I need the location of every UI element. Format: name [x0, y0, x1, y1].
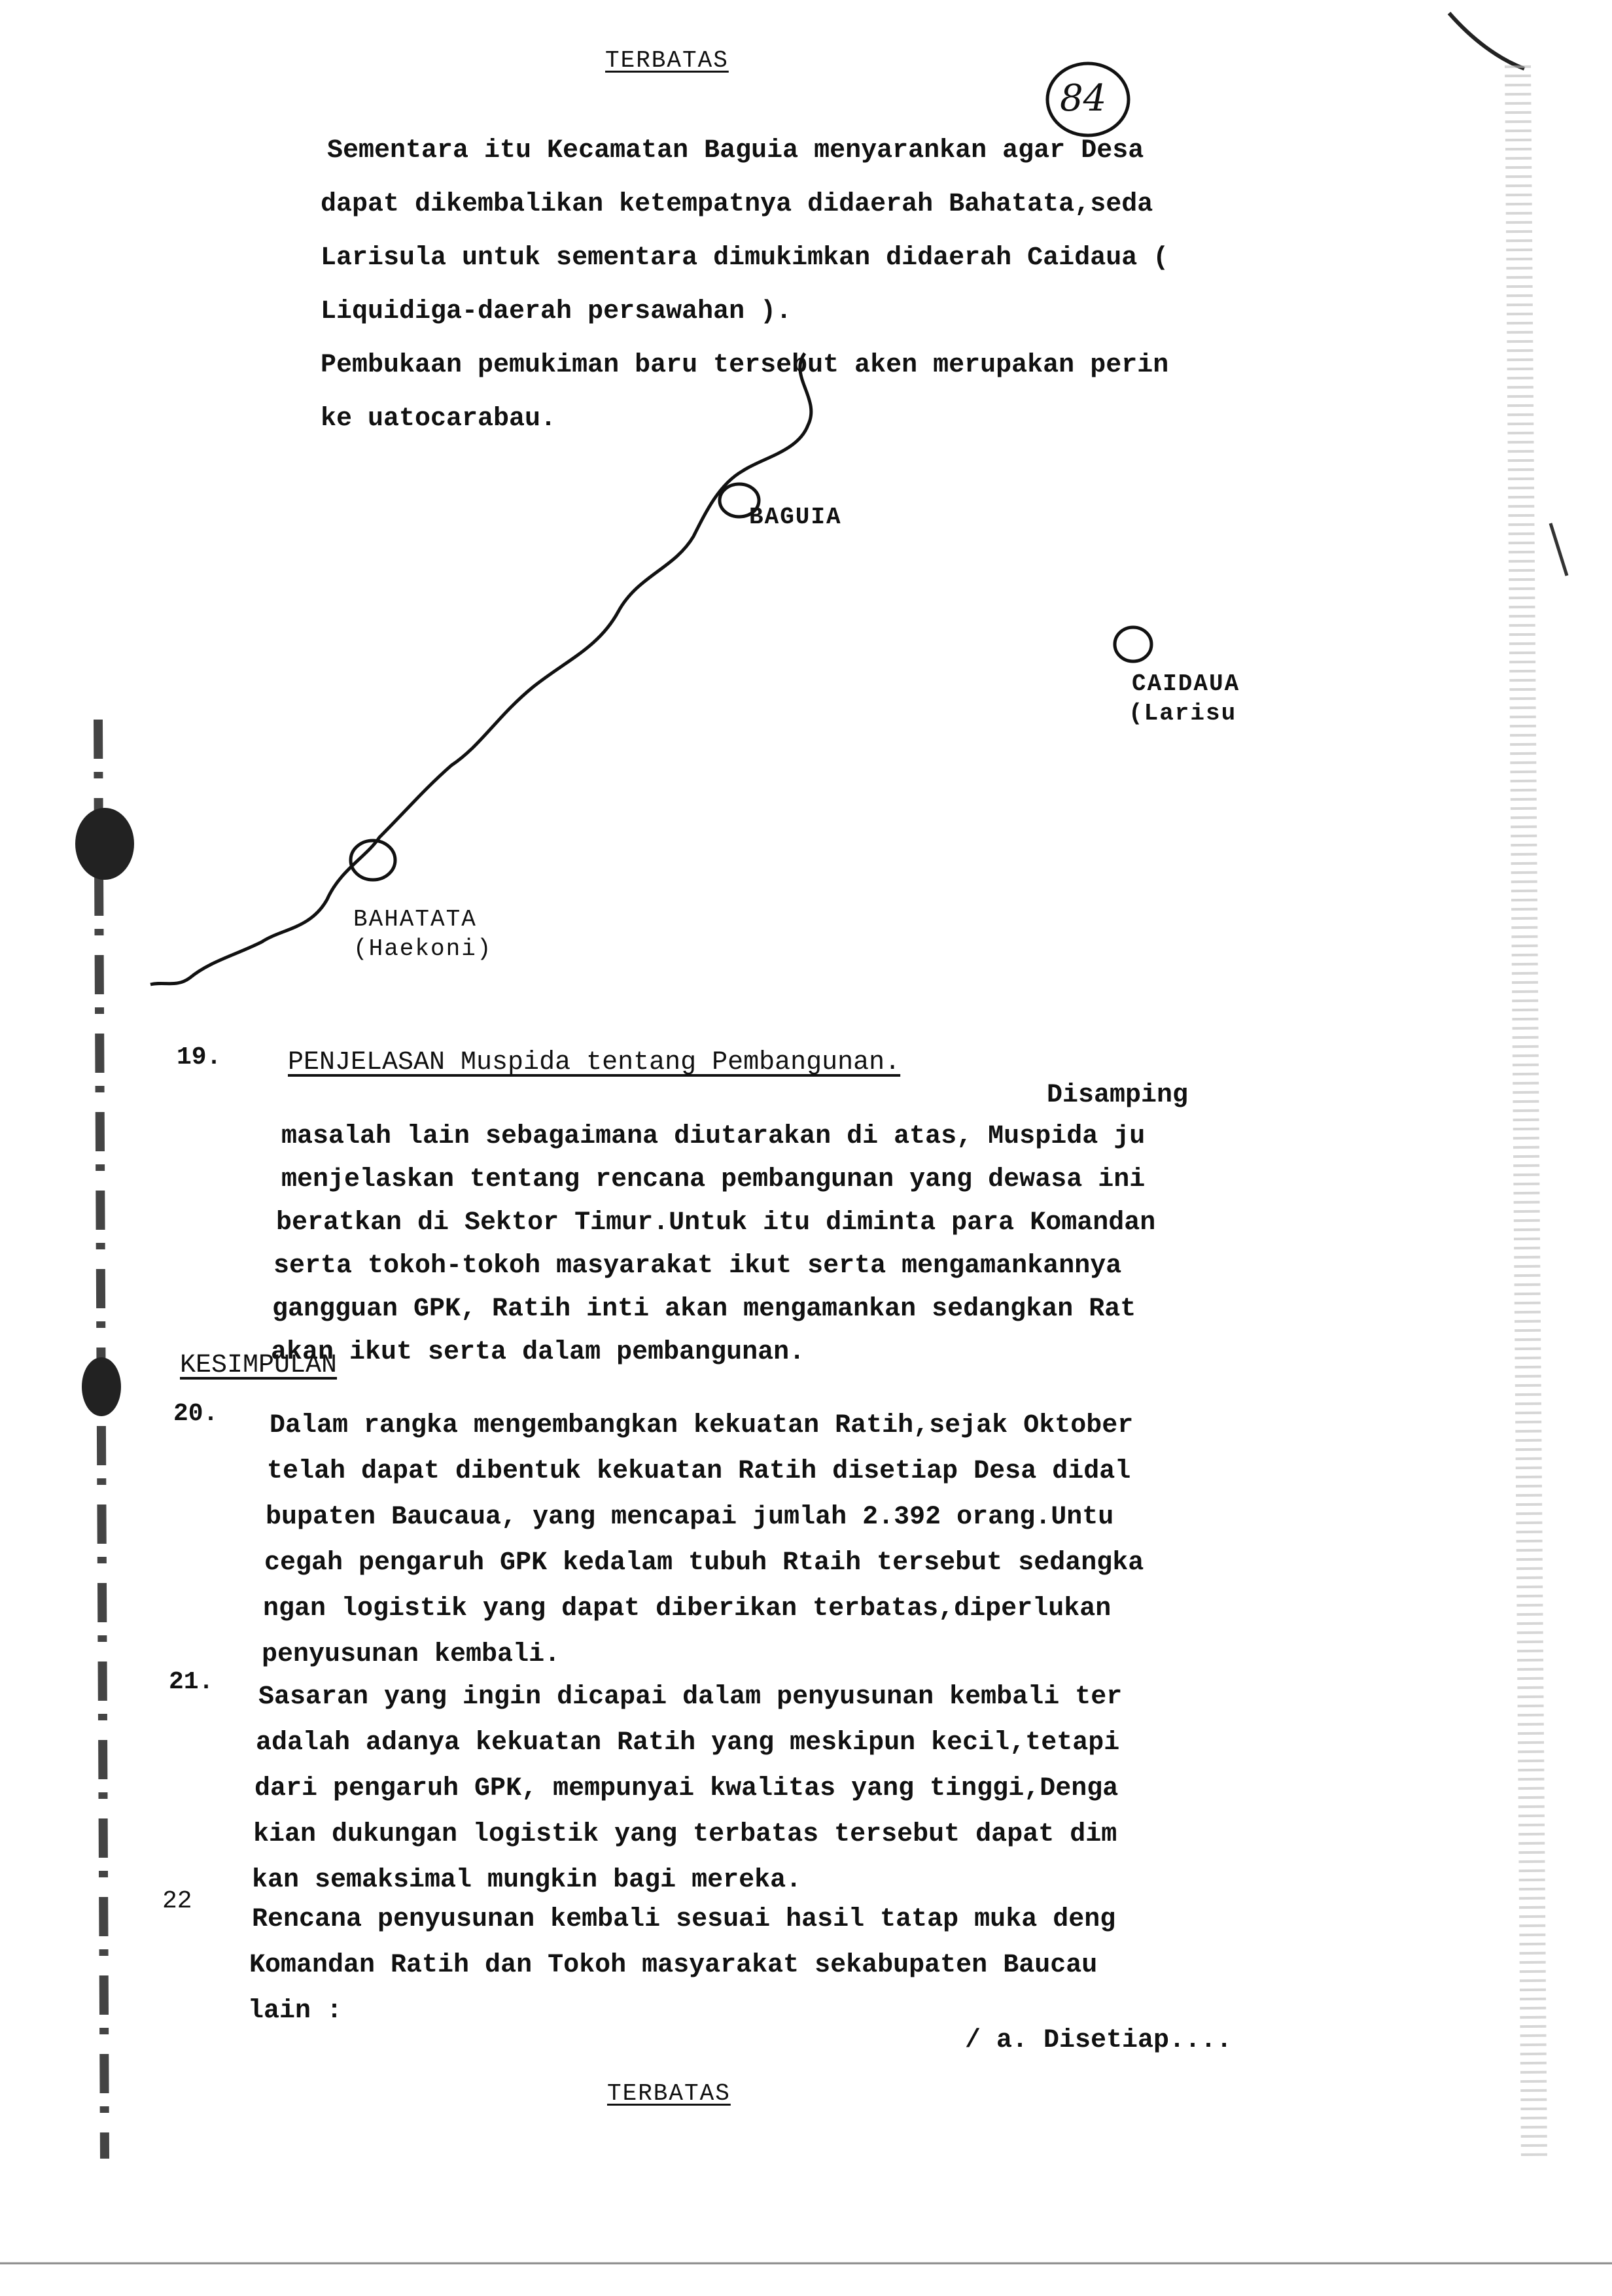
item-20-number: 20. — [173, 1400, 219, 1428]
scan-edge-artifact — [1551, 523, 1567, 576]
intro-line: Pembukaan pemukiman baru tersebut aken merupakan perin — [321, 351, 1169, 380]
body-line: gangguan GPK, Ratih inti akan mengamankan sedangkan Rat — [272, 1295, 1136, 1324]
scan-edge-artifact — [98, 720, 105, 2159]
header-classification: TERBATAS — [605, 47, 729, 74]
section-19-title: PENJELASAN Muspida tentang Pembangunan. — [288, 1048, 901, 1077]
intro-line: Sementara itu Kecamatan Baguia menyarankan agar Desa — [327, 136, 1144, 165]
map-sublabel-bahatata: (Haekoni) — [353, 935, 493, 962]
body-line: kan semaksimal mungkin bagi mereka. — [252, 1866, 802, 1895]
item-22-number: 22 — [162, 1887, 192, 1915]
place-marker-caidaua — [1115, 627, 1151, 661]
intro-line: ke uatocarabau. — [321, 404, 557, 434]
page-number: 84 — [1060, 77, 1107, 120]
body-line: Komandan Ratih dan Tokoh masyarakat sekabupaten Baucau — [249, 1951, 1098, 1980]
map-label-bahatata: BAHATATA — [353, 906, 477, 933]
map-label-baguia: BAGUIA — [749, 504, 842, 531]
map-sublabel-caidaua: (Larisu — [1129, 700, 1237, 727]
intro-line: Liquidiga-daerah persawahan ). — [321, 297, 792, 326]
binding-hole — [82, 1357, 121, 1416]
body-line: kian dukungan logistik yang terbatas tersebut dapat dim — [253, 1820, 1117, 1849]
body-line: dari pengaruh GPK, mempunyai kwalitas yang tinggi,Denga — [254, 1774, 1119, 1803]
section-19-first-tail: Disamping — [1047, 1081, 1189, 1110]
section-19-number: 19. — [177, 1043, 222, 1071]
route-line — [150, 353, 811, 984]
item-21-body — [252, 1675, 1123, 1904]
body-line: penyusunan kembali. — [262, 1640, 561, 1669]
body-line: lain : — [248, 1996, 343, 2026]
body-line: beratkan di Sektor Timur.Untuk itu diminta para Komandan — [276, 1208, 1156, 1238]
intro-line: Larisula untuk sementara dimukimkan didaerah Caidaua ( — [321, 243, 1169, 273]
body-line: telah dapat dibentuk kekuatan Ratih disetiap Desa didal — [267, 1457, 1131, 1486]
body-line: Dalam rangka mengembangkan kekuatan Ratih,sejak Oktober — [270, 1411, 1134, 1440]
body-line: ngan logistik yang dapat diberikan terbatas,diperlukan — [263, 1594, 1112, 1624]
section-19-body — [271, 1115, 1156, 1374]
body-line: cegah pengaruh GPK kedalam tubuh Rtaih tersebut sedangka — [264, 1548, 1144, 1578]
binding-hole — [75, 808, 134, 880]
body-line: bupaten Baucaua, yang mencapai jumlah 2.392 orang.Untu — [266, 1503, 1114, 1532]
body-line: Rencana penyusunan kembali sesuai hasil tatap muka deng — [252, 1905, 1116, 1934]
item-20-body — [262, 1403, 1144, 1678]
continuation-reference: / a. Disetiap.... — [965, 2026, 1233, 2055]
intro-paragraph — [321, 124, 1168, 446]
intro-line: dapat dikembalikan ketempatnya didaerah Bahatata,seda — [321, 190, 1153, 219]
body-line: adalah adanya kekuatan Ratih yang meskipun kecil,tetapi — [256, 1728, 1120, 1758]
footer-classification: TERBATAS — [607, 2080, 731, 2107]
conclusion-heading: KESIMPULAN — [180, 1351, 338, 1380]
body-line: masalah lain sebagaimana diutarakan di atas, Muspida ju — [281, 1122, 1146, 1151]
item-21-number: 21. — [169, 1668, 214, 1696]
map-label-caidaua: CAIDAUA — [1132, 670, 1240, 697]
body-line: Sasaran yang ingin dicapai dalam penyusunan kembali ter — [258, 1682, 1123, 1712]
body-line: menjelaskan tentang rencana pembangunan yang dewasa ini — [281, 1165, 1146, 1194]
body-line: akan ikut serta dalam pembangunan. — [271, 1338, 805, 1367]
item-22-body — [248, 1897, 1116, 2034]
body-line: serta tokoh-tokoh masyarakat ikut serta mengamankannya — [273, 1251, 1122, 1281]
scan-edge-artifact — [1449, 13, 1524, 69]
scan-edge-artifact — [1518, 65, 1534, 2159]
